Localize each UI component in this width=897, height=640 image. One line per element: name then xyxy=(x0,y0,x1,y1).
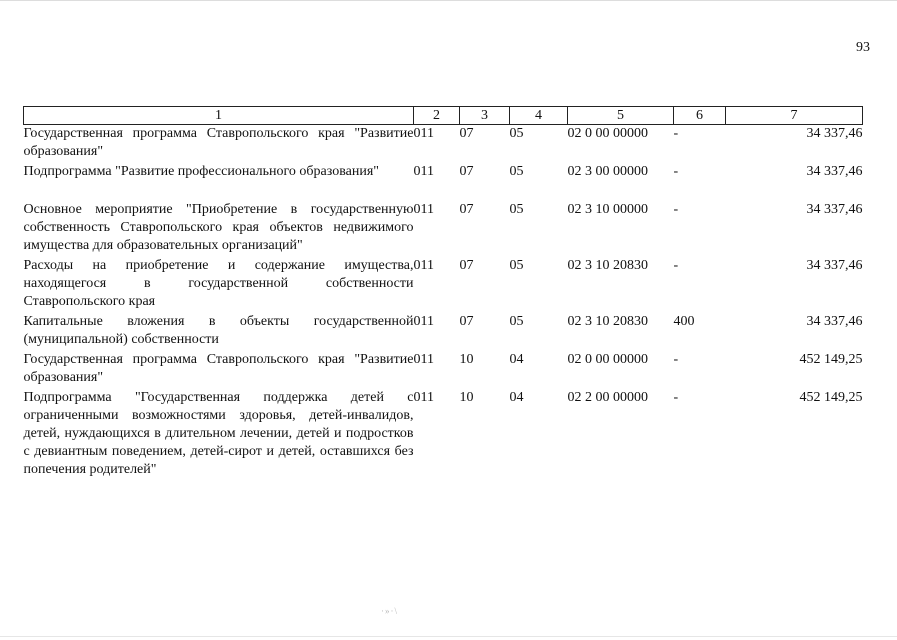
table-row xyxy=(24,201,863,257)
row-code-section: 07 xyxy=(459,314,474,329)
row-amount: 452 149,25 xyxy=(799,352,863,367)
row-code-section: 07 xyxy=(459,258,474,273)
row-code-subsection: 05 xyxy=(509,258,524,273)
table-row xyxy=(24,257,863,313)
row-code-ministry: 011 xyxy=(413,314,434,329)
row-code-expense-type: - xyxy=(673,202,679,217)
row-code-subsection: 05 xyxy=(509,126,524,141)
row-code-ministry: 011 xyxy=(413,258,434,273)
row-name: Государственная программа Ставропольского края "Развитие образования" xyxy=(23,126,414,159)
table-row xyxy=(24,389,863,481)
row-code-target: 02 3 00 00000 xyxy=(567,164,648,179)
page-number: 93 xyxy=(856,40,870,55)
row-code-expense-type: - xyxy=(673,126,679,141)
row-name: Расходы на приобретение и содержание имущества, находящегося в государственной собственности Ставропольского края xyxy=(23,258,414,309)
row-code-subsection: 05 xyxy=(509,202,524,217)
header-col-4: 4 xyxy=(510,107,568,125)
row-code-target: 02 0 00 00000 xyxy=(567,126,648,141)
row-code-section: 10 xyxy=(459,352,474,367)
row-code-subsection: 05 xyxy=(509,314,524,329)
row-code-section: 07 xyxy=(459,126,474,141)
row-code-expense-type: - xyxy=(673,390,679,405)
scan-mark: ·»·\ xyxy=(381,606,398,616)
header-col-7: 7 xyxy=(726,107,863,125)
row-amount: 34 337,46 xyxy=(806,314,863,329)
row-name: Государственная программа Ставропольского края "Развитие образования" xyxy=(23,352,414,385)
row-code-expense-type: - xyxy=(673,258,679,273)
header-col-1: 1 xyxy=(24,107,414,125)
row-code-target: 02 3 10 20830 xyxy=(567,314,648,329)
row-code-subsection: 04 xyxy=(509,352,524,367)
header-col-5: 5 xyxy=(568,107,674,125)
row-amount: 34 337,46 xyxy=(806,164,863,179)
row-amount: 34 337,46 xyxy=(806,202,863,217)
row-code-ministry: 011 xyxy=(413,164,434,179)
row-name: Капитальные вложения в объекты государственной (муниципальной) собственности xyxy=(23,314,414,347)
row-code-ministry: 011 xyxy=(413,126,434,141)
row-code-ministry: 011 xyxy=(413,352,434,367)
header-row xyxy=(24,107,863,125)
table-row xyxy=(24,313,863,351)
header-col-6: 6 xyxy=(674,107,726,125)
row-amount: 452 149,25 xyxy=(799,390,863,405)
row-code-ministry: 011 xyxy=(413,390,434,405)
row-code-expense-type: - xyxy=(673,164,679,179)
row-code-section: 10 xyxy=(459,390,474,405)
row-code-section: 07 xyxy=(459,164,474,179)
row-amount: 34 337,46 xyxy=(806,258,863,273)
row-code-target: 02 0 00 00000 xyxy=(567,352,648,367)
row-name: Подпрограмма "Развитие профессионального образования" xyxy=(23,164,379,179)
table-row xyxy=(24,125,863,164)
row-code-section: 07 xyxy=(459,202,474,217)
scan-edge-bottom xyxy=(0,636,897,637)
row-amount: 34 337,46 xyxy=(806,126,863,141)
table-row xyxy=(24,163,863,201)
row-code-subsection: 05 xyxy=(509,164,524,179)
row-name: Подпрограмма "Государственная поддержка детей с ограниченными возможностями здоровья, детей-инвалидов, детей, нуждающихся в длительном лечении, детей и подростков с девиантным поведением, детей-сирот и детей, оставшихся без попечения родителей" xyxy=(23,390,414,477)
row-code-expense-type: 400 xyxy=(673,314,695,329)
budget-table xyxy=(23,106,863,481)
scan-edge-top xyxy=(0,0,897,1)
row-name: Основное мероприятие "Приобретение в государственную собственность Ставропольского края объектов недвижимого имущества для образовательных организаций" xyxy=(23,202,414,253)
table-row xyxy=(24,351,863,389)
header-col-3: 3 xyxy=(460,107,510,125)
row-code-expense-type: - xyxy=(673,352,679,367)
row-code-target: 02 2 00 00000 xyxy=(567,390,648,405)
row-code-target: 02 3 10 20830 xyxy=(567,258,648,273)
row-code-ministry: 011 xyxy=(413,202,434,217)
header-col-2: 2 xyxy=(414,107,460,125)
row-code-target: 02 3 10 00000 xyxy=(567,202,648,217)
row-code-subsection: 04 xyxy=(509,390,524,405)
